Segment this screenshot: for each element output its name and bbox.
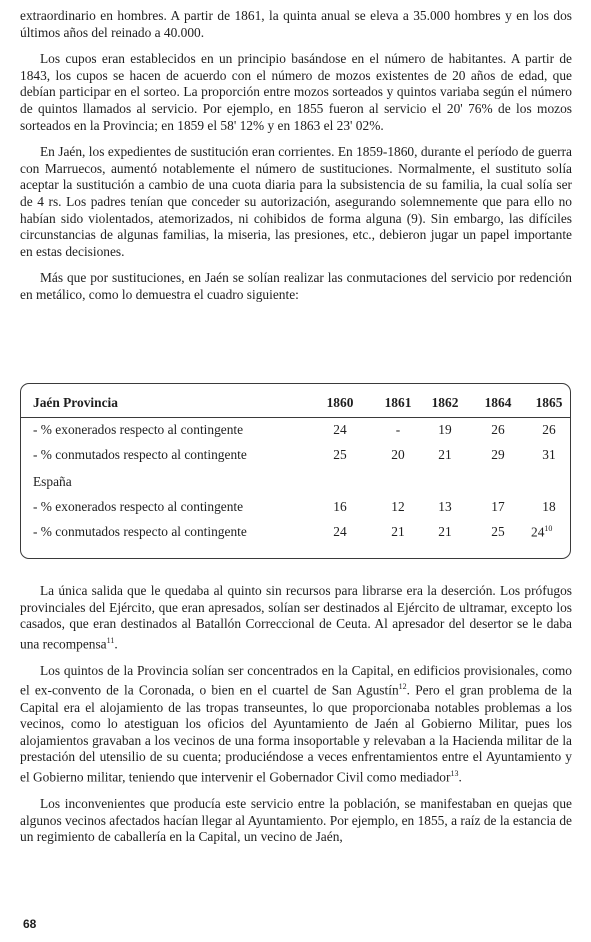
table-cell: 16 [333,499,347,514]
footnote-ref: 10 [544,524,553,533]
table-cell: 25 [333,447,347,462]
paragraph-text: La única salida que le quedaba al quinto sin recursos para librarse era la deserción. Los prófugos provinciales del Ejército, que eran apresados, solían ser destinados al Ejército de ultramar, excepto los casados, que eran destinados al Batallón Correccional de Ceuta. Al apresador del desertor se le daba una recompensa [20,583,572,652]
year-header: 1865 [535,395,563,410]
table-cell: 21 [438,524,452,539]
paragraph [20,583,572,653]
page-number: 68 [23,917,37,931]
year-header: 1862 [431,395,459,410]
footnote-ref: 11 [106,635,115,645]
paragraph: Los cupos eran establecidos en un principio basándose en el número de habitantes. A partir de 1843, los cupos se hacen de acuerdo con el número de mozos existentes de 20 años de edad, que debían participar en el sorteo. La proporción entre mozos sorteados y quintos variaba según el número de quintos llamados al servicio. Por ejemplo, en 1855 fueron al servicio el 20' 76% de los mozos sorteados en la Provincia; en 1859 el 58' 12% y en 1863 el 23' 02%. [20,51,572,133]
row-label: - % exonerados respecto al contingente [33,499,244,514]
table-cell: 17 [491,499,505,514]
paragraph: Los quintos de la Provincia solían ser concentrados en la Capital, en edificios provisionales, como el ex-convento de la Coronada, o bien en el cuartel de San Agustín$^{12}$. Pero el gran problema de la Capital era el alojamiento de las tropas transeuntes, lo que proporcionaba notables problemas a los vecinos, como lo atestiguan los oficios del Ayuntamiento de Jaén al Gobierno Militar, pues los alojamientos gravaban a los vecinos de una forma insoportable y relevaban a la Hacienda militar de la prestación del utensilio de su cuenta; produciéndose a veces enfrentamientos entre el Ayuntamiento y el Gobierno militar, teniendo que intervenir el Gobernador Civil como mediador$^{13}$. [20,662,572,785]
row-label: - % conmutados respecto al contingente [33,524,247,539]
table-cell: 31 [542,447,556,462]
row-label: - % conmutados respecto al contingente [33,447,247,462]
year-header: 1860 [326,395,354,410]
paragraph-tail: . Pero el gran problema de la Capital era el alojamiento de las tropas transeuntes, lo que proporcionaba notables problemas a los vecinos, como lo atestiguan los oficios del Ayuntamiento de Jaén al Gobierno Militar, pues los alojamientos gravaban a los vecinos de una forma insoportable y relevaban a la Hacienda militar de la prestación del utensilio de su cuenta; produciéndose a veces enfrentamientos entre el Ayuntamiento y el Gobierno militar, teniendo que intervenir el Gobernador Civil como mediador [20,682,572,785]
paragraph: Los inconvenientes que producía este servicio entre la población, se manifestaban en quejas que algunos vecinos afectados hacían llegar al Ayuntamiento. Por ejemplo, en 1855, a raíz de la estancia de un regimiento de caballería en la Capital, un vecino de Jaén, [20,795,572,845]
table-cell: 19 [438,422,452,437]
year-header: 1864 [484,395,512,410]
data-table-box [20,383,571,559]
table-cell: 12 [391,499,405,514]
table-cell-footnoted [531,524,552,540]
paragraph: extraordinario en hombres. A partir de 1861, la quinta anual se eleva a 35.000 hombres y en los dos últimos años del reinado a 40.000. [20,8,572,40]
paragraph: Más que por sustituciones, en Jaén se solían realizar las conmutaciones del servicio por redención en metálico, como lo demuestra el cuadro siguiente: [20,270,572,302]
table-cell: 13 [438,499,452,514]
table-cell: 25 [491,524,505,539]
table-cell: 26 [542,422,556,437]
table-cell: 21 [438,447,452,462]
table-cell: 26 [491,422,505,437]
table-cell: 21 [391,524,405,539]
paragraph-text: Los quintos de la Provincia solían ser concentrados en la Capital, en edificios provisionales, como el ex-convento de la Coronada, o bien en el cuartel de San Agustín [20,662,572,698]
section-label: España [33,474,72,489]
footnote-ref: 12 [398,682,407,692]
body-text-top [20,8,572,304]
table-cell: 24 [531,524,545,540]
table-cell: 29 [491,447,505,462]
row-label: - % exonerados respecto al contingente [33,422,244,437]
header-divider [21,417,570,418]
table-cell: 20 [391,447,405,462]
paragraph: En Jaén, los expedientes de sustitución eran corrientes. En 1859-1860, durante el período de guerra con Marruecos, aumentó notablemente el número de sustituciones. Normalmente, el sustituto solía aceptar la sustitución a cambio de una cuota diaria para la subsistencia de su familia, la cual solía ser de 4 rs. Los padres tenían que conceder su autorización, asegurando solemnemente que para ello no habían sido violentados, atemorizados, ni cohibidos de forma alguna (9). Sin embargo, las difíciles circunstancias de algunas familias, la miseria, las presiones, etc., debieron jugar un papel importante en estas decisiones. [20,144,572,259]
year-header: 1861 [384,395,412,410]
footnote-ref: 13 [450,768,459,778]
body-text-bottom [20,583,572,846]
table-cell: - [395,422,401,437]
paragraph-tail: . [114,636,118,652]
table-cell: 18 [542,499,556,514]
table-title: Jaén Provincia [33,395,118,410]
table-cell: 24 [333,524,347,539]
table-cell: 24 [333,422,347,437]
